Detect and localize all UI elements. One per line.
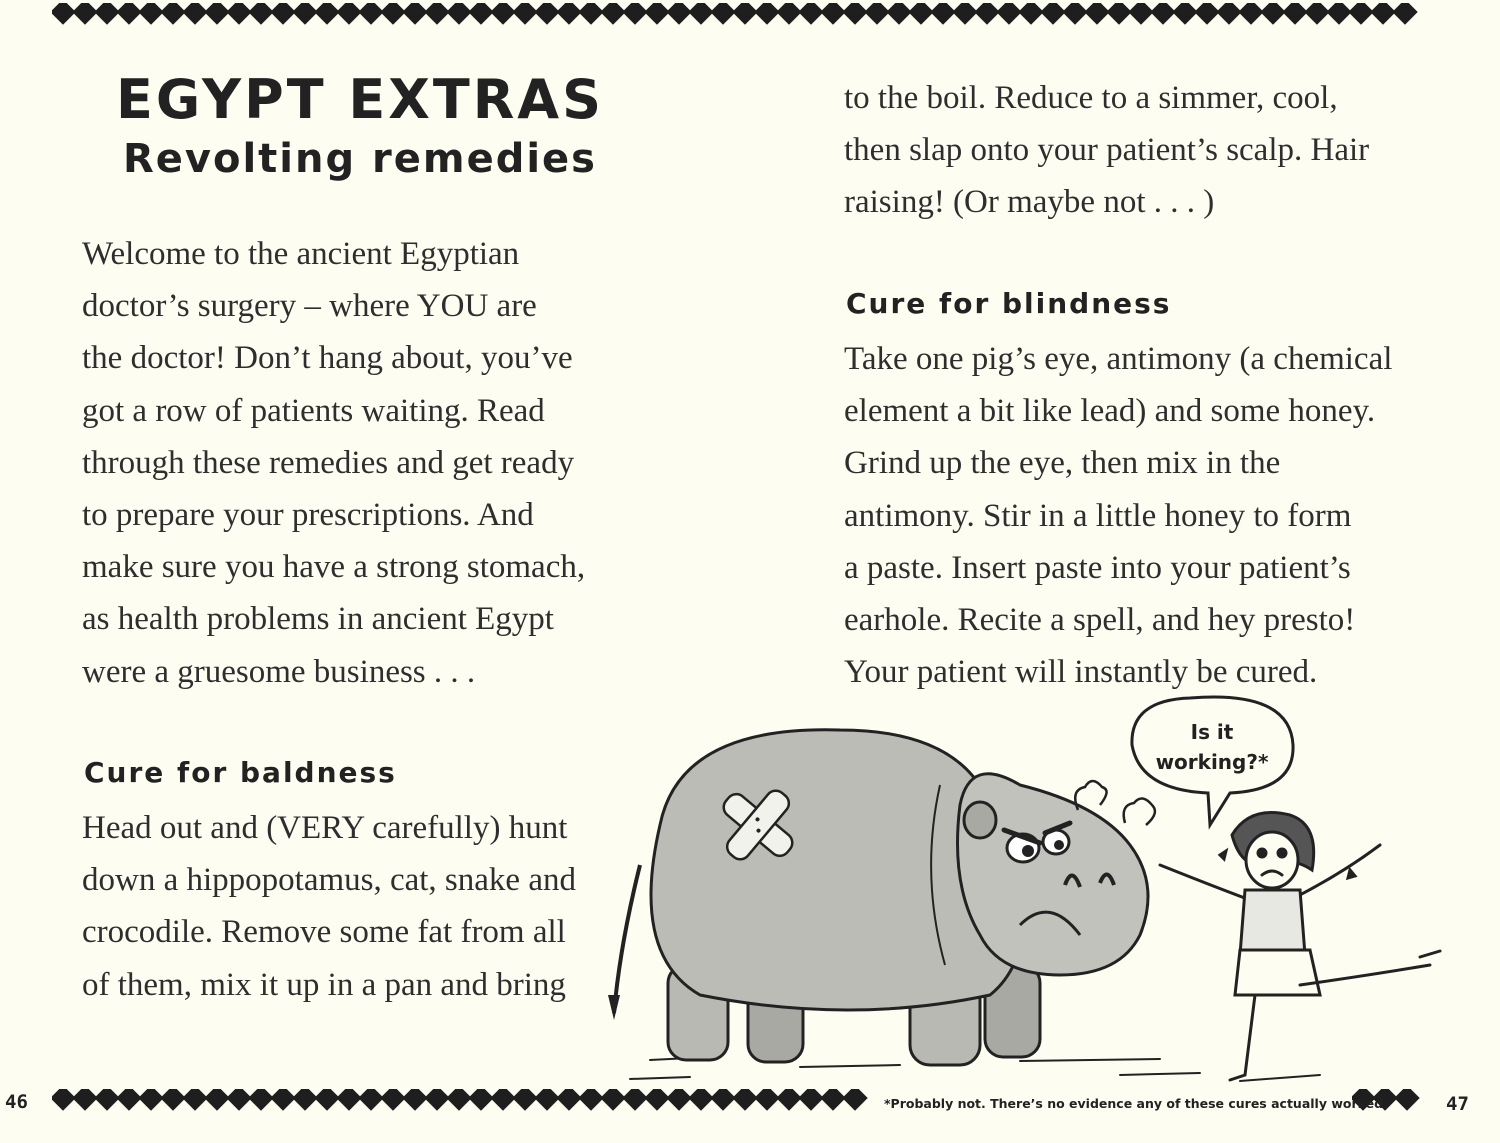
diamond-ornament <box>754 3 779 25</box>
text-line: to the boil. Reduce to a simmer, cool, <box>844 80 1338 116</box>
text-line: as health problems in ancient Egypt <box>82 601 554 638</box>
text-line: down a hippopotamus, cat, snake and <box>82 862 576 899</box>
diamond-ornament <box>270 3 295 25</box>
diamond-ornament <box>72 3 97 25</box>
bottom-diamond-border-left <box>52 1089 872 1115</box>
text-line: Welcome to the ancient Egyptian <box>82 236 520 272</box>
diamond-ornament <box>710 3 735 25</box>
text-line: then slap onto your patient’s scalp. Hair <box>844 132 1370 169</box>
diamond-ornament <box>336 1089 361 1111</box>
diamond-ornament <box>380 3 405 25</box>
diamond-ornament <box>314 3 339 25</box>
page-number-left: 46 <box>5 1091 28 1113</box>
diamond-ornament <box>754 1089 779 1111</box>
diamond-ornament <box>358 3 383 25</box>
diamond-ornament <box>204 3 229 25</box>
diamond-ornament <box>380 1089 405 1111</box>
diamond-ornament <box>292 3 317 25</box>
diamond-ornament <box>644 1089 669 1111</box>
text-line: antimony. Stir in a little honey to form <box>844 497 1352 534</box>
diamond-ornament <box>1348 3 1373 25</box>
text-line: the doctor! Don’t hang about, you’ve <box>82 340 573 377</box>
diamond-ornament <box>578 1089 603 1111</box>
diamond-ornament <box>468 3 493 25</box>
continued-paragraph <box>844 72 1444 229</box>
diamond-ornament <box>864 3 889 25</box>
intro-paragraph <box>82 228 622 698</box>
diamond-ornament <box>116 3 141 25</box>
diamond-ornament <box>182 1089 207 1111</box>
diamond-ornament <box>1150 3 1175 25</box>
diamond-ornament <box>94 1089 119 1111</box>
diamond-ornament <box>160 3 185 25</box>
diamond-ornament <box>424 3 449 25</box>
diamond-ornament <box>314 1089 339 1111</box>
diamond-ornament <box>842 3 867 25</box>
diamond-ornament <box>622 3 647 25</box>
text-line: a paste. Insert paste into your patient’s <box>844 549 1351 586</box>
title-block <box>80 68 640 186</box>
diamond-ornament <box>1172 3 1197 25</box>
patient-illustration <box>1160 813 1440 1081</box>
text-line: Your patient will instantly be cured. <box>844 654 1318 691</box>
diamond-ornament <box>248 3 273 25</box>
page-number-right: 47 <box>1446 1093 1469 1115</box>
hippo-illustration <box>608 730 1155 1065</box>
diamond-ornament <box>1106 3 1131 25</box>
diamond-ornament <box>688 3 713 25</box>
diamond-ornament <box>974 3 999 25</box>
diamond-ornament <box>1128 3 1153 25</box>
bubble-line-1: Is it <box>1190 720 1234 744</box>
text-line: got a row of patients waiting. Read <box>82 392 545 429</box>
diamond-ornament <box>996 3 1021 25</box>
text-line: make sure you have a strong stomach, <box>82 549 586 586</box>
diamond-ornament <box>490 3 515 25</box>
diamond-ornament <box>666 1089 691 1111</box>
diamond-ornament <box>226 1089 251 1111</box>
bubble-line-2: working?* <box>1155 750 1269 774</box>
diamond-ornament <box>226 3 251 25</box>
text-line: were a gruesome business . . . <box>82 653 476 690</box>
diamond-ornament <box>1040 3 1065 25</box>
diamond-ornament <box>622 1089 647 1111</box>
diamond-ornament <box>1062 3 1087 25</box>
diamond-ornament <box>52 3 76 25</box>
text-line: through these remedies and get ready <box>82 444 575 481</box>
diamond-ornament <box>1216 3 1241 25</box>
diamond-ornament <box>1326 3 1351 25</box>
diamond-ornament <box>1282 3 1307 25</box>
diamond-ornament <box>886 3 911 25</box>
diamond-ornament <box>1018 3 1043 25</box>
blindness-paragraph <box>844 333 1444 698</box>
illustration <box>600 695 1480 1115</box>
diamond-ornament <box>644 3 669 25</box>
text-line: Take one pig’s eye, antimony (a chemical <box>844 341 1393 377</box>
diamond-ornament <box>424 1089 449 1111</box>
diamond-ornament <box>776 1089 801 1111</box>
text-line: earhole. Recite a spell, and hey presto! <box>844 602 1356 639</box>
diamond-ornament <box>116 1089 141 1111</box>
diamond-ornament <box>1084 3 1109 25</box>
diamond-ornament <box>798 1089 823 1111</box>
diamond-ornament <box>402 3 427 25</box>
diamond-ornament <box>468 1089 493 1111</box>
diamond-ornament <box>820 1089 845 1111</box>
text-line: to prepare your prescriptions. And <box>82 497 534 534</box>
diamond-ornament <box>446 1089 471 1111</box>
text-line: doctor’s surgery – where YOU are <box>82 288 537 325</box>
text-line: crocodile. Remove some fat from all <box>82 914 566 951</box>
diamond-ornament <box>138 1089 163 1111</box>
diamond-ornament <box>908 3 933 25</box>
diamond-ornament <box>1392 3 1417 25</box>
diamond-ornament <box>270 1089 295 1111</box>
baldness-heading: Cure for baldness <box>84 756 397 789</box>
blindness-heading: Cure for blindness <box>846 287 1172 320</box>
diamond-ornament <box>666 3 691 25</box>
diamond-ornament <box>52 1089 76 1111</box>
diamond-ornament <box>1370 3 1395 25</box>
diamond-ornament <box>182 3 207 25</box>
diamond-ornament <box>1394 1089 1419 1111</box>
diamond-ornament <box>1304 3 1329 25</box>
diamond-ornament <box>600 3 625 25</box>
footnote: *Probably not. There’s no evidence any of these cures actually worked. <box>884 1096 1388 1111</box>
diamond-ornament <box>1260 3 1285 25</box>
diamond-ornament <box>820 3 845 25</box>
diamond-ornament <box>160 1089 185 1111</box>
diamond-ornament <box>710 1089 735 1111</box>
diamond-ornament <box>402 1089 427 1111</box>
baldness-paragraph <box>82 802 622 1011</box>
diamond-ornament <box>490 1089 515 1111</box>
diamond-ornament <box>534 1089 559 1111</box>
page-subtitle: Revolting remedies <box>122 136 597 182</box>
diamond-ornament <box>556 3 581 25</box>
diamond-ornament <box>1194 3 1219 25</box>
diamond-ornament <box>72 1089 97 1111</box>
diamond-ornament <box>798 3 823 25</box>
page-title: EGYPT EXTRAS <box>116 68 604 131</box>
diamond-ornament <box>512 1089 537 1111</box>
text-line: of them, mix it up in a pan and bring <box>82 966 566 1003</box>
ground-lines <box>630 1057 1320 1081</box>
diamond-ornament <box>842 1089 867 1111</box>
diamond-ornament <box>600 1089 625 1111</box>
diamond-ornament <box>534 3 559 25</box>
text-line: Head out and (VERY carefully) hunt <box>82 810 568 846</box>
diamond-ornament <box>952 3 977 25</box>
diamond-ornament <box>578 3 603 25</box>
diamond-ornament <box>688 1089 713 1111</box>
diamond-ornament <box>512 3 537 25</box>
diamond-ornament <box>292 1089 317 1111</box>
diamond-ornament <box>358 1089 383 1111</box>
diamond-ornament <box>930 3 955 25</box>
diamond-ornament <box>138 3 163 25</box>
diamond-ornament <box>732 1089 757 1111</box>
diamond-ornament <box>446 3 471 25</box>
top-diamond-border <box>52 3 1432 29</box>
diamond-ornament <box>1238 3 1263 25</box>
text-line: element a bit like lead) and some honey. <box>844 393 1376 430</box>
diamond-ornament <box>556 1089 581 1111</box>
text-line: raising! (Or maybe not . . . ) <box>844 184 1215 221</box>
diamond-ornament <box>336 3 361 25</box>
text-line: Grind up the eye, then mix in the <box>844 445 1281 482</box>
diamond-ornament <box>776 3 801 25</box>
diamond-ornament <box>94 3 119 25</box>
diamond-ornament <box>732 3 757 25</box>
diamond-ornament <box>204 1089 229 1111</box>
diamond-ornament <box>248 1089 273 1111</box>
